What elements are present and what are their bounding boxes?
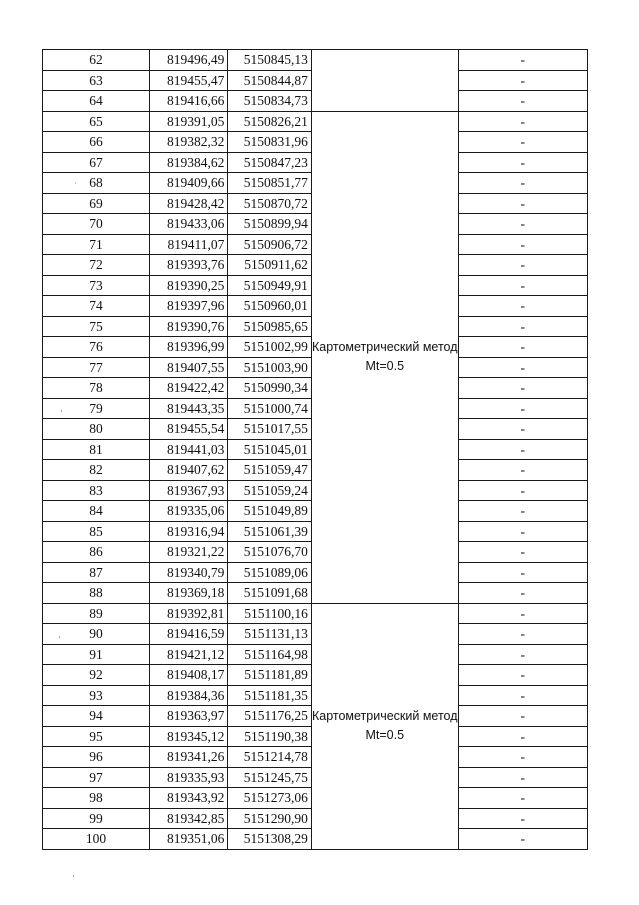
y-coordinate-cell: 5150831,96 [228, 132, 312, 153]
dash-value: - [520, 257, 526, 273]
y-coordinate-cell: 5151003,90 [228, 357, 312, 378]
point-number-cell: 89 [43, 603, 150, 624]
y-coordinate-cell: 5151049,89 [228, 501, 312, 522]
dash-cell [458, 193, 587, 214]
y-coordinate-cell: 5150845,13 [228, 50, 312, 71]
x-coordinate-cell: 819363,97 [149, 706, 227, 727]
y-coordinate-cell: 5151181,35 [228, 685, 312, 706]
dash-cell [458, 173, 587, 194]
dash-cell [458, 152, 587, 173]
scan-speck: ˙ [74, 181, 77, 191]
point-number-cell: 65 [43, 111, 150, 132]
point-number-cell: 98 [43, 788, 150, 809]
dash-value: - [520, 831, 526, 847]
dash-cell [458, 747, 587, 768]
x-coordinate-cell: 819455,47 [149, 70, 227, 91]
y-coordinate-cell: 5150899,94 [228, 214, 312, 235]
dash-value: - [520, 134, 526, 150]
dash-value: - [520, 626, 526, 642]
point-number-cell: 76 [43, 337, 150, 358]
dash-value: - [520, 667, 526, 683]
x-coordinate-cell: 819407,62 [149, 460, 227, 481]
method-cell [311, 111, 458, 603]
dash-value: - [520, 523, 526, 539]
dash-cell [458, 357, 587, 378]
dash-cell [458, 583, 587, 604]
point-number-cell: 70 [43, 214, 150, 235]
point-number-cell: 93 [43, 685, 150, 706]
x-coordinate-cell: 819496,49 [149, 50, 227, 71]
dash-cell [458, 296, 587, 317]
point-number-cell: 94 [43, 706, 150, 727]
method-label: Картометрический метод Mt=0.5 [311, 709, 458, 742]
point-number-cell: 83 [43, 480, 150, 501]
dash-cell [458, 275, 587, 296]
dash-cell [458, 808, 587, 829]
y-coordinate-cell: 5150960,01 [228, 296, 312, 317]
x-coordinate-cell: 819390,25 [149, 275, 227, 296]
y-coordinate-cell: 5151059,47 [228, 460, 312, 481]
dash-cell [458, 398, 587, 419]
dash-cell [458, 70, 587, 91]
scan-speck: ‘ [60, 408, 63, 418]
dash-value: - [520, 318, 526, 334]
dash-value: - [520, 728, 526, 744]
x-coordinate-cell: 819421,12 [149, 644, 227, 665]
dash-cell [458, 829, 587, 850]
point-number-cell: 75 [43, 316, 150, 337]
point-number-cell: 71 [43, 234, 150, 255]
point-number-cell: 67 [43, 152, 150, 173]
table-row [43, 111, 588, 132]
dash-value: - [520, 462, 526, 478]
x-coordinate-cell: 819369,18 [149, 583, 227, 604]
dash-cell [458, 603, 587, 624]
y-coordinate-cell: 5151290,90 [228, 808, 312, 829]
y-coordinate-cell: 5150990,34 [228, 378, 312, 399]
x-coordinate-cell: 819391,05 [149, 111, 227, 132]
y-coordinate-cell: 5151002,99 [228, 337, 312, 358]
dash-cell [458, 111, 587, 132]
y-coordinate-cell: 5150844,87 [228, 70, 312, 91]
dash-cell [458, 706, 587, 727]
dash-cell [458, 501, 587, 522]
x-coordinate-cell: 819411,07 [149, 234, 227, 255]
table-row [43, 50, 588, 71]
point-number-cell: 80 [43, 419, 150, 440]
dash-cell [458, 214, 587, 235]
dash-value: - [520, 810, 526, 826]
dash-value: - [520, 154, 526, 170]
y-coordinate-cell: 5151214,78 [228, 747, 312, 768]
dash-cell [458, 132, 587, 153]
point-number-cell: 81 [43, 439, 150, 460]
dash-value: - [520, 769, 526, 785]
point-number-cell: 86 [43, 542, 150, 563]
method-cell-empty [311, 50, 458, 112]
dash-value: - [520, 544, 526, 560]
dash-cell [458, 521, 587, 542]
x-coordinate-cell: 819340,79 [149, 562, 227, 583]
point-number-cell: 62 [43, 50, 150, 71]
dash-value: - [520, 277, 526, 293]
dash-cell [458, 419, 587, 440]
dash-cell [458, 255, 587, 276]
x-coordinate-cell: 819316,94 [149, 521, 227, 542]
y-coordinate-cell: 5151076,70 [228, 542, 312, 563]
point-number-cell: 77 [43, 357, 150, 378]
coordinates-table [42, 49, 588, 850]
point-number-cell: 74 [43, 296, 150, 317]
dash-value: - [520, 175, 526, 191]
y-coordinate-cell: 5150906,72 [228, 234, 312, 255]
dash-value: - [520, 72, 526, 88]
x-coordinate-cell: 819335,93 [149, 767, 227, 788]
dash-cell [458, 91, 587, 112]
dash-value: - [520, 93, 526, 109]
dash-value: - [520, 482, 526, 498]
dash-value: - [520, 646, 526, 662]
y-coordinate-cell: 5151059,24 [228, 480, 312, 501]
x-coordinate-cell: 819393,76 [149, 255, 227, 276]
y-coordinate-cell: 5150851,77 [228, 173, 312, 194]
y-coordinate-cell: 5151308,29 [228, 829, 312, 850]
dash-value: - [520, 503, 526, 519]
x-coordinate-cell: 819343,92 [149, 788, 227, 809]
y-coordinate-cell: 5151089,06 [228, 562, 312, 583]
y-coordinate-cell: 5151045,01 [228, 439, 312, 460]
dash-cell [458, 685, 587, 706]
point-number-cell: 72 [43, 255, 150, 276]
method-label: Картометрический метод Mt=0.5 [311, 340, 458, 373]
y-coordinate-cell: 5151061,39 [228, 521, 312, 542]
x-coordinate-cell: 819367,93 [149, 480, 227, 501]
dash-cell [458, 788, 587, 809]
table-row [43, 603, 588, 624]
point-number-cell: 63 [43, 70, 150, 91]
x-coordinate-cell: 819384,62 [149, 152, 227, 173]
point-number-cell: 99 [43, 808, 150, 829]
y-coordinate-cell: 5151181,89 [228, 665, 312, 686]
x-coordinate-cell: 819345,12 [149, 726, 227, 747]
dash-value: - [520, 52, 526, 68]
x-coordinate-cell: 819408,17 [149, 665, 227, 686]
dash-cell [458, 767, 587, 788]
point-number-cell: 73 [43, 275, 150, 296]
y-coordinate-cell: 5150985,65 [228, 316, 312, 337]
y-coordinate-cell: 5151164,98 [228, 644, 312, 665]
x-coordinate-cell: 819433,06 [149, 214, 227, 235]
x-coordinate-cell: 819428,42 [149, 193, 227, 214]
x-coordinate-cell: 819382,32 [149, 132, 227, 153]
dash-value: - [520, 195, 526, 211]
x-coordinate-cell: 819342,85 [149, 808, 227, 829]
dash-value: - [520, 216, 526, 232]
dash-value: - [520, 113, 526, 129]
point-number-cell: 84 [43, 501, 150, 522]
coordinates-table-body [43, 50, 588, 850]
x-coordinate-cell: 819407,55 [149, 357, 227, 378]
point-number-cell: 87 [43, 562, 150, 583]
y-coordinate-cell: 5151017,55 [228, 419, 312, 440]
dash-cell [458, 562, 587, 583]
y-coordinate-cell: 5150834,73 [228, 91, 312, 112]
dash-cell [458, 439, 587, 460]
y-coordinate-cell: 5150870,72 [228, 193, 312, 214]
dash-cell [458, 337, 587, 358]
point-number-cell: 69 [43, 193, 150, 214]
x-coordinate-cell: 819455,54 [149, 419, 227, 440]
point-number-cell: 68 [43, 173, 150, 194]
dash-cell [458, 234, 587, 255]
x-coordinate-cell: 819392,81 [149, 603, 227, 624]
dash-value: - [520, 749, 526, 765]
dash-value: - [520, 585, 526, 601]
dash-cell [458, 50, 587, 71]
point-number-cell: 85 [43, 521, 150, 542]
x-coordinate-cell: 819397,96 [149, 296, 227, 317]
point-number-cell: 82 [43, 460, 150, 481]
dash-value: - [520, 236, 526, 252]
dash-value: - [520, 298, 526, 314]
y-coordinate-cell: 5150826,21 [228, 111, 312, 132]
dash-value: - [520, 400, 526, 416]
dash-value: - [520, 421, 526, 437]
dash-value: - [520, 564, 526, 580]
x-coordinate-cell: 819416,66 [149, 91, 227, 112]
dash-value: - [520, 605, 526, 621]
dash-cell [458, 460, 587, 481]
y-coordinate-cell: 5151176,25 [228, 706, 312, 727]
y-coordinate-cell: 5150911,62 [228, 255, 312, 276]
y-coordinate-cell: 5150847,23 [228, 152, 312, 173]
dash-cell [458, 378, 587, 399]
point-number-cell: 97 [43, 767, 150, 788]
point-number-cell: 92 [43, 665, 150, 686]
y-coordinate-cell: 5151245,75 [228, 767, 312, 788]
point-number-cell: 91 [43, 644, 150, 665]
x-coordinate-cell: 819341,26 [149, 747, 227, 768]
y-coordinate-cell: 5150949,91 [228, 275, 312, 296]
dash-cell [458, 726, 587, 747]
dash-value: - [520, 339, 526, 355]
x-coordinate-cell: 819396,99 [149, 337, 227, 358]
dash-cell [458, 316, 587, 337]
point-number-cell: 78 [43, 378, 150, 399]
point-number-cell: 88 [43, 583, 150, 604]
x-coordinate-cell: 819335,06 [149, 501, 227, 522]
y-coordinate-cell: 5151273,06 [228, 788, 312, 809]
y-coordinate-cell: 5151190,38 [228, 726, 312, 747]
x-coordinate-cell: 819390,76 [149, 316, 227, 337]
x-coordinate-cell: 819443,35 [149, 398, 227, 419]
x-coordinate-cell: 819441,03 [149, 439, 227, 460]
x-coordinate-cell: 819416,59 [149, 624, 227, 645]
point-number-cell: 64 [43, 91, 150, 112]
dash-value: - [520, 380, 526, 396]
dash-cell [458, 644, 587, 665]
y-coordinate-cell: 5151000,74 [228, 398, 312, 419]
dash-value: - [520, 708, 526, 724]
dash-value: - [520, 359, 526, 375]
dash-value: - [520, 441, 526, 457]
dash-cell [458, 542, 587, 563]
dash-cell [458, 624, 587, 645]
point-number-cell: 95 [43, 726, 150, 747]
y-coordinate-cell: 5151100,16 [228, 603, 312, 624]
y-coordinate-cell: 5151091,68 [228, 583, 312, 604]
x-coordinate-cell: 819384,36 [149, 685, 227, 706]
x-coordinate-cell: 819422,42 [149, 378, 227, 399]
x-coordinate-cell: 819351,06 [149, 829, 227, 850]
dash-cell [458, 480, 587, 501]
point-number-cell: 66 [43, 132, 150, 153]
x-coordinate-cell: 819409,66 [149, 173, 227, 194]
dash-value: - [520, 687, 526, 703]
point-number-cell: 79 [43, 398, 150, 419]
point-number-cell: 96 [43, 747, 150, 768]
x-coordinate-cell: 819321,22 [149, 542, 227, 563]
method-cell [311, 603, 458, 849]
point-number-cell: 100 [43, 829, 150, 850]
y-coordinate-cell: 5151131,13 [228, 624, 312, 645]
dash-cell [458, 665, 587, 686]
dash-value: - [520, 790, 526, 806]
scan-speck: ‘ [58, 634, 61, 644]
point-number-cell: 90 [43, 624, 150, 645]
scan-speck: ‘ [72, 873, 75, 883]
